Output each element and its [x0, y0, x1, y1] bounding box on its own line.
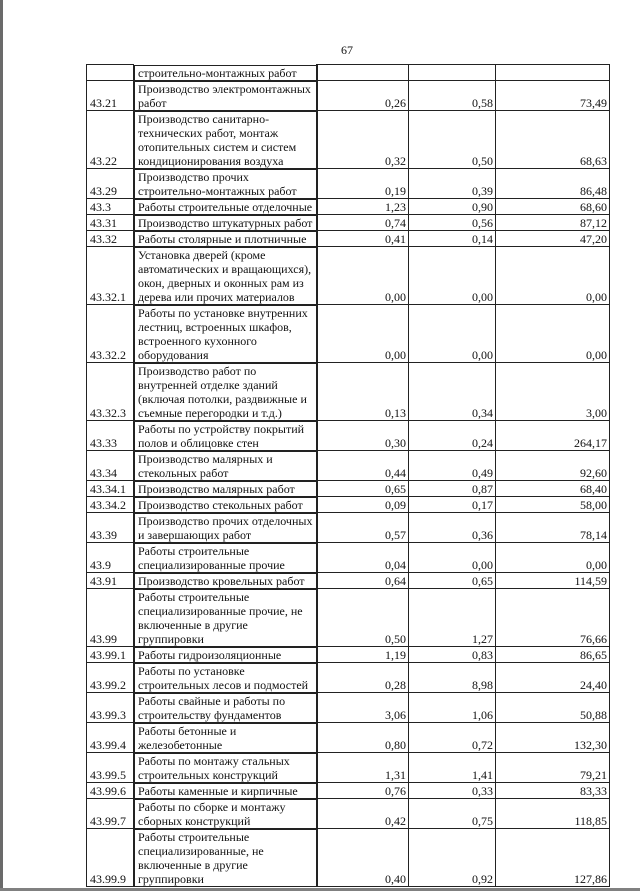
table-row — [87, 783, 610, 799]
value-1-cell: 3,06 — [317, 693, 409, 723]
value-1-cell: 0,32 — [317, 111, 409, 169]
value-2-cell: 0,00 — [409, 247, 496, 305]
okved-code-cell: 43.9 — [87, 543, 134, 573]
table-row — [87, 363, 610, 421]
okved-code-cell: 43.22 — [87, 111, 134, 169]
value-2-cell: 0,83 — [409, 647, 496, 663]
value-3-cell: 86,48 — [496, 169, 610, 199]
value-3-cell: 132,30 — [496, 723, 610, 753]
okved-code-cell: 43.99 — [87, 589, 134, 647]
activity-name-cell: Работы гидроизоляционные — [134, 647, 318, 663]
activity-name-cell: Производство штукатурных работ — [134, 215, 318, 231]
value-2-cell: 0,65 — [409, 573, 496, 589]
value-1-cell: 0,00 — [317, 305, 409, 363]
value-3-cell: 83,33 — [496, 783, 610, 799]
value-2-cell: 0,39 — [409, 169, 496, 199]
value-1-cell: 0,00 — [317, 247, 409, 305]
okved-code-cell: 43.99.9 — [87, 829, 134, 887]
okved-code-cell: 43.34 — [87, 451, 134, 481]
value-1-cell: 1,23 — [317, 199, 409, 215]
okved-code-cell: 43.99.6 — [87, 783, 134, 799]
value-2-cell: 0,33 — [409, 783, 496, 799]
table-row — [87, 215, 610, 231]
activity-name-cell: Работы по установке строительных лесов и подмостей — [134, 663, 318, 693]
value-1-cell: 0,57 — [317, 513, 409, 543]
value-1-cell: 0,19 — [317, 169, 409, 199]
activity-name-cell: Работы бетонные и железобетонные — [134, 723, 318, 753]
okved-code-cell — [87, 65, 134, 81]
activity-name-cell: Производство малярных работ — [134, 481, 318, 497]
table-row — [87, 723, 610, 753]
value-3-cell: 79,21 — [496, 753, 610, 783]
table-row — [87, 513, 610, 543]
okved-code-cell: 43.99.3 — [87, 693, 134, 723]
value-2-cell: 0,24 — [409, 421, 496, 451]
value-2-cell: 0,17 — [409, 497, 496, 513]
scan-edge-left — [0, 0, 3, 891]
value-3-cell: 114,59 — [496, 573, 610, 589]
value-1-cell: 0,04 — [317, 543, 409, 573]
table-row — [87, 451, 610, 481]
value-3-cell: 68,63 — [496, 111, 610, 169]
value-3-cell: 127,86 — [496, 829, 610, 887]
table-row — [87, 81, 610, 111]
value-3-cell: 50,88 — [496, 693, 610, 723]
value-2-cell: 0,75 — [409, 799, 496, 829]
okved-code-cell: 43.39 — [87, 513, 134, 543]
value-2-cell: 1,06 — [409, 693, 496, 723]
okved-code-cell: 43.99.5 — [87, 753, 134, 783]
table-row — [87, 573, 610, 589]
value-1-cell: 0,13 — [317, 363, 409, 421]
activity-name-cell: Производство работ по внутренней отделке зданий (включая потолки, раздвижные и съемные перегородки и т.д.) — [134, 363, 318, 421]
table-row — [87, 111, 610, 169]
activity-name-cell: Работы строительные специализированные прочие — [134, 543, 318, 573]
okved-code-cell: 43.32.2 — [87, 305, 134, 363]
okved-code-cell: 43.99.1 — [87, 647, 134, 663]
okved-code-cell: 43.3 — [87, 199, 134, 215]
table-row — [87, 231, 610, 247]
activity-name-cell: Работы по устройству покрытий полов и облицовке стен — [134, 421, 318, 451]
activity-name-cell: Производство стекольных работ — [134, 497, 318, 513]
value-3-cell: 76,66 — [496, 589, 610, 647]
table-row — [87, 543, 610, 573]
activity-name-cell: Работы строительные отделочные — [134, 199, 318, 215]
value-1-cell: 0,65 — [317, 481, 409, 497]
value-2-cell: 0,14 — [409, 231, 496, 247]
okved-code-cell: 43.21 — [87, 81, 134, 111]
table-row — [87, 693, 610, 723]
table-row — [87, 497, 610, 513]
table-row — [87, 247, 610, 305]
value-2-cell: 0,36 — [409, 513, 496, 543]
activity-name-cell: Работы столярные и плотничные — [134, 231, 318, 247]
activity-name-cell: Работы каменные и кирпичные — [134, 783, 318, 799]
value-1-cell: 0,44 — [317, 451, 409, 481]
table-row — [87, 799, 610, 829]
table-row — [87, 647, 610, 663]
okved-code-cell: 43.99.7 — [87, 799, 134, 829]
table-row — [87, 305, 610, 363]
activity-name-cell: Работы строительные специализированные прочие, не включенные в другие группировки — [134, 589, 318, 647]
okved-code-cell: 43.33 — [87, 421, 134, 451]
value-2-cell: 0,00 — [409, 305, 496, 363]
value-1-cell: 0,80 — [317, 723, 409, 753]
activity-name-cell: Работы по монтажу стальных строительных конструкций — [134, 753, 318, 783]
activity-name-cell: Производство электромонтажных работ — [134, 81, 318, 111]
table-row — [87, 65, 610, 81]
activity-name-cell: Производство санитарно- технических работ, монтаж отопительных систем и систем кондиционирования воздуха — [134, 111, 318, 169]
okved-code-cell: 43.29 — [87, 169, 134, 199]
value-2-cell: 0,00 — [409, 543, 496, 573]
value-2-cell: 0,58 — [409, 81, 496, 111]
value-2-cell: 0,56 — [409, 215, 496, 231]
activity-name-cell: Производство малярных и стекольных работ — [134, 451, 318, 481]
value-2-cell: 0,72 — [409, 723, 496, 753]
okved-code-cell: 43.34.1 — [87, 481, 134, 497]
value-3-cell: 0,00 — [496, 543, 610, 573]
value-2-cell: 0,90 — [409, 199, 496, 215]
value-3-cell: 87,12 — [496, 215, 610, 231]
activity-name-cell: Производство прочих отделочных и завершающих работ — [134, 513, 318, 543]
value-2-cell — [409, 65, 496, 81]
value-3-cell: 78,14 — [496, 513, 610, 543]
table-row — [87, 199, 610, 215]
activity-name-cell: Работы по установке внутренних лестниц, встроенных шкафов, встроенного кухонного оборудования — [134, 305, 318, 363]
value-1-cell: 0,74 — [317, 215, 409, 231]
okved-code-cell: 43.91 — [87, 573, 134, 589]
value-1-cell: 0,41 — [317, 231, 409, 247]
page-number: 67 — [341, 43, 353, 57]
value-1-cell — [317, 65, 409, 81]
value-2-cell: 0,50 — [409, 111, 496, 169]
value-3-cell: 86,65 — [496, 647, 610, 663]
value-3-cell: 264,17 — [496, 421, 610, 451]
table-row — [87, 753, 610, 783]
value-3-cell: 3,00 — [496, 363, 610, 421]
value-3-cell — [496, 65, 610, 81]
value-1-cell: 0,64 — [317, 573, 409, 589]
okved-code-cell: 43.99.4 — [87, 723, 134, 753]
value-1-cell: 1,19 — [317, 647, 409, 663]
value-3-cell: 68,40 — [496, 481, 610, 497]
value-2-cell: 1,27 — [409, 589, 496, 647]
value-1-cell: 0,26 — [317, 81, 409, 111]
value-3-cell: 0,00 — [496, 305, 610, 363]
activity-name-cell: Работы строительные специализированные, не включенные в другие группировки — [134, 829, 318, 887]
value-1-cell: 0,50 — [317, 589, 409, 647]
okved-code-cell: 43.32.1 — [87, 247, 134, 305]
activity-name-cell: Установка дверей (кроме автоматических и вращающихся), окон, дверных и оконных рам из дерева или прочих материалов — [134, 247, 318, 305]
value-2-cell: 0,34 — [409, 363, 496, 421]
value-1-cell: 0,28 — [317, 663, 409, 693]
table-row — [87, 663, 610, 693]
value-2-cell: 8,98 — [409, 663, 496, 693]
table-row — [87, 421, 610, 451]
value-2-cell: 0,92 — [409, 829, 496, 887]
value-3-cell: 47,20 — [496, 231, 610, 247]
table-body — [87, 65, 610, 887]
table-row — [87, 589, 610, 647]
okved-code-cell: 43.31 — [87, 215, 134, 231]
value-3-cell: 73,49 — [496, 81, 610, 111]
activity-name-cell: Работы свайные и работы по строительству фундаментов — [134, 693, 318, 723]
value-3-cell: 92,60 — [496, 451, 610, 481]
table-row — [87, 829, 610, 887]
okved-code-cell: 43.99.2 — [87, 663, 134, 693]
data-table — [86, 64, 610, 887]
value-3-cell: 0,00 — [496, 247, 610, 305]
value-2-cell: 1,41 — [409, 753, 496, 783]
value-3-cell: 118,85 — [496, 799, 610, 829]
table-row — [87, 169, 610, 199]
activity-name-cell: Производство прочих строительно-монтажных работ — [134, 169, 318, 199]
value-2-cell: 0,87 — [409, 481, 496, 497]
value-1-cell: 0,09 — [317, 497, 409, 513]
activity-name-cell: Производство кровельных работ — [134, 573, 318, 589]
value-1-cell: 0,40 — [317, 829, 409, 887]
okved-code-cell: 43.34.2 — [87, 497, 134, 513]
okved-code-cell: 43.32.3 — [87, 363, 134, 421]
value-1-cell: 1,31 — [317, 753, 409, 783]
okved-code-cell: 43.32 — [87, 231, 134, 247]
value-3-cell: 24,40 — [496, 663, 610, 693]
value-1-cell: 0,30 — [317, 421, 409, 451]
value-1-cell: 0,76 — [317, 783, 409, 799]
value-1-cell: 0,42 — [317, 799, 409, 829]
activity-name-cell: Работы по сборке и монтажу сборных конструкций — [134, 799, 318, 829]
value-3-cell: 68,60 — [496, 199, 610, 215]
table-row — [87, 481, 610, 497]
value-2-cell: 0,49 — [409, 451, 496, 481]
activity-name-cell: строительно-монтажных работ — [134, 65, 318, 81]
value-3-cell: 58,00 — [496, 497, 610, 513]
